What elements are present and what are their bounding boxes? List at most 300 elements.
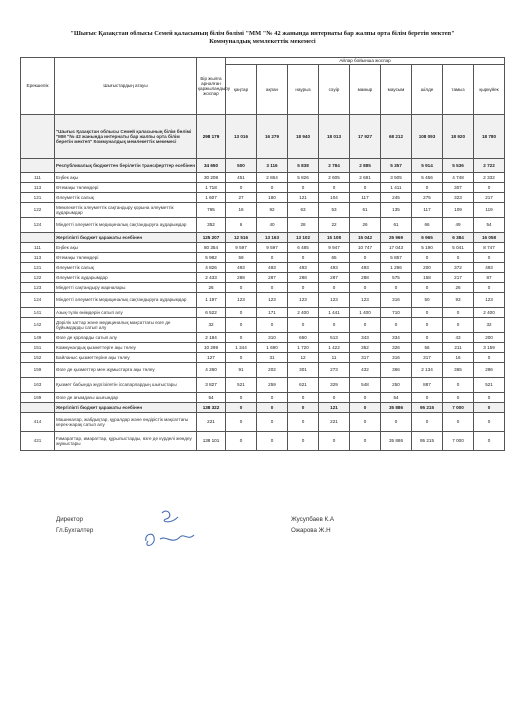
row-month-value: 54	[474, 218, 505, 233]
row-month-value: 16	[226, 203, 257, 218]
row-month-value: 273	[319, 363, 350, 378]
row-name: Азық-түлік өнімдерін сатып алу	[55, 308, 197, 318]
row-code: 421	[21, 432, 55, 451]
table-row	[21, 308, 505, 318]
row-total: 26	[197, 283, 226, 293]
row-month-value: 0	[381, 413, 412, 432]
row-code: 142	[21, 318, 55, 333]
row-name: Еңбек ақы	[55, 173, 197, 183]
row-name: "Шығыс Қазақстан облысы Семей қаласының білім бөлімі "ММ "№ 42 жанында интернаты бар жалпы орта білім беретін мектеп" Коммуналдық мемлекеттік мекемесі	[55, 115, 197, 159]
row-month-value: 16	[443, 353, 474, 363]
row-month-value: 93	[443, 293, 474, 308]
row-month-value: 0	[257, 393, 288, 403]
header-month: мамыр	[350, 65, 381, 115]
row-month-value: 275	[412, 193, 443, 203]
row-month-value: 0	[412, 318, 443, 333]
row-month-value: 17 043	[381, 243, 412, 253]
row-month-value: 200	[474, 333, 505, 343]
row-month-value: 18 780	[474, 115, 505, 159]
row-month-value: 50	[412, 293, 443, 308]
financing-plan-table	[20, 57, 505, 451]
row-month-value: 0	[412, 333, 443, 343]
row-month-value: 250	[381, 378, 412, 393]
row-month-value: 16 279	[257, 115, 288, 159]
row-month-value: 5 826	[288, 173, 319, 183]
row-month-value: 17 927	[350, 115, 381, 159]
row-month-value: 121	[288, 193, 319, 203]
row-total: 2 184	[197, 333, 226, 343]
row-month-value: 493	[288, 263, 319, 273]
table-row	[21, 283, 505, 293]
row-month-value: 0	[443, 253, 474, 263]
row-month-value: 121	[319, 403, 350, 413]
row-code: 169	[21, 393, 55, 403]
row-month-value: 117	[350, 193, 381, 203]
header-code: Ерекшелік	[21, 58, 55, 115]
table-row	[21, 273, 505, 283]
row-total: 4 260	[197, 363, 226, 378]
table-row	[21, 413, 505, 432]
row-month-value: 301	[288, 363, 319, 378]
row-month-value: 221	[319, 413, 350, 432]
row-month-value: 0	[257, 253, 288, 263]
row-month-value: 0	[319, 318, 350, 333]
header-month: қаңтар	[226, 65, 257, 115]
row-name: Коммуналдық қызметтерге ақы төлеу	[55, 343, 197, 353]
row-month-value: 56	[412, 343, 443, 353]
row-month-value: 0	[350, 318, 381, 333]
row-total: 352	[197, 218, 226, 233]
row-month-value: 6 485	[288, 243, 319, 253]
row-total: 34 650	[197, 159, 226, 173]
row-month-value: 117	[412, 203, 443, 218]
row-month-value: 26 969	[381, 233, 412, 243]
header-month: ақпан	[257, 65, 288, 115]
header-month: сәуір	[319, 65, 350, 115]
row-month-value: 0	[226, 283, 257, 293]
row-total: 138 322	[197, 403, 226, 413]
row-month-value: 0	[288, 432, 319, 451]
row-month-value: 13 102	[288, 233, 319, 243]
row-month-value: 91	[226, 363, 257, 378]
row-month-value: 259	[257, 378, 288, 393]
row-month-value: 0	[474, 403, 505, 413]
row-month-value: 0	[226, 432, 257, 451]
row-month-value: 40	[257, 218, 288, 233]
row-month-value: 0	[474, 413, 505, 432]
row-month-value: 650	[288, 333, 319, 343]
row-month-value: 451	[226, 173, 257, 183]
row-month-value: 0	[474, 393, 505, 403]
row-month-value: 575	[381, 273, 412, 283]
row-month-value: 366	[381, 363, 412, 378]
row-month-value: 211	[443, 343, 474, 353]
row-month-value: 317	[350, 353, 381, 363]
row-month-value: 432	[350, 363, 381, 378]
row-month-value: 316	[381, 293, 412, 308]
row-code: 123	[21, 283, 55, 293]
row-name: Әлеуметтік аударымдар	[55, 273, 197, 283]
row-month-value: 0	[412, 393, 443, 403]
row-month-value: 5 041	[443, 243, 474, 253]
row-month-value: 0	[350, 283, 381, 293]
row-month-value: 180	[257, 193, 288, 203]
row-month-value: 8 747	[474, 243, 505, 253]
row-code: 414	[21, 413, 55, 432]
row-month-value: 5 838	[288, 159, 319, 173]
row-month-value: 18 920	[443, 115, 474, 159]
row-month-value: 352	[350, 343, 381, 353]
row-total: 80 354	[197, 243, 226, 253]
row-month-value: 0	[288, 253, 319, 263]
row-code: 159	[21, 363, 55, 378]
table-row	[21, 333, 505, 343]
row-month-value: 0	[350, 253, 381, 263]
row-month-value: 0	[257, 283, 288, 293]
row-month-value: 288	[288, 273, 319, 283]
row-month-value: 493	[474, 263, 505, 273]
table-row	[21, 183, 505, 193]
row-month-value: 26	[443, 283, 474, 293]
row-total: 4 826	[197, 263, 226, 273]
row-month-value: 0	[350, 432, 381, 451]
row-month-value: 326	[381, 343, 412, 353]
row-month-value: 43	[443, 333, 474, 343]
director-name: Жусупбаев К.А	[291, 516, 334, 523]
table-row	[21, 233, 505, 243]
row-month-value: 61	[350, 203, 381, 218]
row-month-value: 521	[226, 378, 257, 393]
header-month: маусым	[381, 65, 412, 115]
row-month-value: 6 384	[443, 233, 474, 243]
row-month-value: 119	[474, 203, 505, 218]
table-row	[21, 173, 505, 183]
row-total: 10 299	[197, 343, 226, 353]
row-code: 121	[21, 193, 55, 203]
row-month-value: 0	[350, 393, 381, 403]
row-code: 151	[21, 343, 55, 353]
row-month-value: 63	[288, 203, 319, 218]
row-month-value: 0	[226, 353, 257, 363]
row-month-value: 1 422	[319, 343, 350, 353]
row-month-value: 3 159	[474, 343, 505, 353]
row-name: Республикалық бюджеттен берілетін трансферттер есебінен	[55, 159, 197, 173]
row-month-value: 0	[288, 413, 319, 432]
row-total: 765	[197, 203, 226, 218]
row-code	[21, 403, 55, 413]
row-month-value: 15 108	[319, 233, 350, 243]
row-total: 32	[197, 318, 226, 333]
row-month-value: 0	[443, 393, 474, 403]
row-month-value: 18 013	[319, 115, 350, 159]
row-month-value: 0	[350, 403, 381, 413]
table-row	[21, 363, 505, 378]
row-month-value: 5 456	[412, 173, 443, 183]
row-month-value: 200	[412, 263, 443, 273]
row-month-value: 245	[381, 193, 412, 203]
row-month-value: 12	[288, 353, 319, 363]
table-row	[21, 378, 505, 393]
row-month-value: 22	[319, 218, 350, 233]
row-month-value: 0	[288, 403, 319, 413]
row-name: Қызмет бабында жүргізілетін іссапарлардың шығыстары	[55, 378, 197, 393]
row-total: 221	[197, 413, 226, 432]
row-month-value: 493	[350, 263, 381, 273]
row-total: 1 607	[197, 193, 226, 203]
row-total: 298 179	[197, 115, 226, 159]
row-month-value: 307	[443, 183, 474, 193]
row-month-value: 0	[257, 432, 288, 451]
row-month-value: 6 965	[412, 233, 443, 243]
row-month-value: 32	[474, 318, 505, 333]
row-month-value: 65	[319, 253, 350, 263]
row-name: Жергілікті бюджет қаражаты есебінен	[55, 403, 197, 413]
table-row	[21, 115, 505, 159]
row-total: 6 522	[197, 308, 226, 318]
row-month-value: 500	[226, 159, 257, 173]
director-label: Директор	[56, 516, 83, 523]
row-month-value: 2 864	[257, 173, 288, 183]
row-month-value: 0	[443, 378, 474, 393]
row-month-value: 123	[474, 293, 505, 308]
row-month-value: 5 536	[443, 159, 474, 173]
row-month-value: 343	[350, 333, 381, 343]
row-month-value: 329	[319, 378, 350, 393]
row-code: 113	[21, 183, 55, 193]
row-name: Өзге де қорларды сатып алу	[55, 333, 197, 343]
row-month-value: 0	[474, 353, 505, 363]
row-name: Ғимараттар, имараттар, құрылыстарды, өзге де күрделі жөндеу жұмыстары	[55, 432, 197, 451]
row-name: Өзге де қызметтер мен жұмыстарға ақы төлеу	[55, 363, 197, 378]
row-month-value: 158	[412, 273, 443, 283]
row-name: Өтемақы төлемдері	[55, 183, 197, 193]
row-name: Мемлекеттік әлеуметтік сақтандыру қорына әлеуметтік аударымдар	[55, 203, 197, 218]
row-month-value: 2 134	[412, 363, 443, 378]
row-month-value: 288	[226, 273, 257, 283]
header-name: Шығыстардың атауы	[55, 58, 197, 115]
row-month-value: 135	[381, 203, 412, 218]
table-row	[21, 353, 505, 363]
row-month-value: 95 215	[412, 403, 443, 413]
accountant-name: Ожарова Ж.Н	[291, 527, 331, 534]
row-total: 127	[197, 353, 226, 363]
row-month-value: 0	[412, 308, 443, 318]
table-row	[21, 293, 505, 308]
row-month-value: 0	[226, 413, 257, 432]
row-month-value: 0	[257, 413, 288, 432]
row-total: 54	[197, 393, 226, 403]
row-month-value: 1 296	[381, 263, 412, 273]
row-month-value: 2 885	[350, 159, 381, 173]
row-month-value: 26	[350, 218, 381, 233]
header-month: қыркүйек	[474, 65, 505, 115]
row-month-value: 35 886	[381, 432, 412, 451]
row-month-value: 27	[226, 193, 257, 203]
row-month-value: 9 597	[257, 243, 288, 253]
row-month-value: 2 400	[474, 308, 505, 318]
row-name: Міндетті әлеуметтік медициналық сақтандыруға аударымдар	[55, 293, 197, 308]
row-code: 124	[21, 218, 55, 233]
signature-marks	[140, 505, 200, 555]
row-code	[21, 233, 55, 243]
row-month-value: 0	[381, 283, 412, 293]
row-month-value: 0	[350, 183, 381, 193]
accountant-signature	[146, 534, 194, 545]
row-month-value: 5 857	[381, 253, 412, 263]
row-month-value: 0	[474, 432, 505, 451]
row-name: Міндетті әлеуметтік медициналық сақтандыруға аударымдар	[55, 218, 197, 233]
row-month-value: 92	[257, 203, 288, 218]
row-month-value: 123	[257, 293, 288, 308]
row-month-value: 493	[257, 263, 288, 273]
row-month-value: 4 748	[443, 173, 474, 183]
table-row	[21, 193, 505, 203]
row-month-value: 53	[319, 203, 350, 218]
row-month-value: 0	[474, 183, 505, 193]
row-month-value: 12 516	[226, 233, 257, 243]
row-code: 149	[21, 333, 55, 343]
row-total: 3 827	[197, 378, 226, 393]
accountant-label: Гл.Бухгалтер	[56, 527, 94, 534]
row-month-value: 493	[319, 263, 350, 273]
row-month-value: 109	[443, 203, 474, 218]
row-month-value: 0	[350, 413, 381, 432]
row-month-value: 0	[412, 413, 443, 432]
row-month-value: 0	[474, 253, 505, 263]
row-month-value: 2 332	[474, 173, 505, 183]
row-month-value: 3 505	[381, 173, 412, 183]
row-month-value: 0	[412, 253, 443, 263]
row-code: 121	[21, 263, 55, 273]
row-month-value: 0	[257, 183, 288, 193]
row-month-value: 0	[319, 283, 350, 293]
row-code: 141	[21, 308, 55, 318]
row-month-value: 123	[288, 293, 319, 308]
row-name: Дәрілік заттар және медициналық мақсаттағы өзге де бұйымдарды сатып алу	[55, 318, 197, 333]
row-month-value: 66	[412, 218, 443, 233]
table-row	[21, 393, 505, 403]
row-month-value: 9 597	[226, 243, 257, 253]
row-month-value: 1 400	[350, 308, 381, 318]
row-code: 111	[21, 173, 55, 183]
row-month-value: 0	[288, 393, 319, 403]
row-month-value: 0	[226, 393, 257, 403]
table-row	[21, 253, 505, 263]
row-month-value: 0	[474, 283, 505, 293]
table-row	[21, 403, 505, 413]
row-month-value: 0	[226, 308, 257, 318]
row-month-value: 13 163	[257, 233, 288, 243]
row-month-value: 1 690	[257, 343, 288, 353]
row-month-value: 287	[257, 273, 288, 283]
row-month-value: 365	[443, 363, 474, 378]
row-month-value: 61	[381, 218, 412, 233]
row-month-value: 2 605	[319, 173, 350, 183]
row-month-value: 0	[319, 393, 350, 403]
row-month-value: 87	[474, 273, 505, 283]
row-month-value: 6	[226, 218, 257, 233]
row-month-value: 0	[443, 413, 474, 432]
header-month: шілде	[412, 65, 443, 115]
row-month-value: 217	[443, 273, 474, 283]
row-month-value: 0	[257, 318, 288, 333]
row-month-value: 493	[226, 263, 257, 273]
row-code	[21, 115, 55, 159]
row-month-value: 521	[474, 378, 505, 393]
header-month: тамыз	[443, 65, 474, 115]
row-total: 1 718	[197, 183, 226, 193]
row-month-value: 95 215	[412, 432, 443, 451]
director-signature	[162, 511, 178, 522]
row-month-value: 15 042	[350, 233, 381, 243]
row-total: 125 207	[197, 233, 226, 243]
table-row	[21, 203, 505, 218]
row-code: 122	[21, 203, 55, 218]
row-code: 124	[21, 293, 55, 308]
row-month-value: 104	[319, 193, 350, 203]
row-month-value: 11	[319, 353, 350, 363]
row-code: 163	[21, 378, 55, 393]
row-month-value: 16 058	[474, 233, 505, 243]
row-code: 111	[21, 243, 55, 253]
row-month-value: 513	[319, 333, 350, 343]
document-title	[20, 30, 505, 46]
row-name: Өтемақы төлемдері	[55, 253, 197, 263]
row-name: Өзге де ағымдағы шығындар	[55, 393, 197, 403]
row-month-value: 0	[412, 283, 443, 293]
row-month-value: 0	[443, 308, 474, 318]
row-month-value: 310	[257, 333, 288, 343]
row-month-value: 54	[381, 393, 412, 403]
row-month-value: 217	[474, 193, 505, 203]
row-month-value: 28	[288, 218, 319, 233]
table-row	[21, 263, 505, 273]
row-code: 122	[21, 273, 55, 283]
title-line-2: Коммуналдық мемлекеттік мекемесі	[209, 38, 316, 45]
row-month-value: 1 441	[319, 308, 350, 318]
row-month-value: 35 886	[381, 403, 412, 413]
row-total: 138 101	[197, 432, 226, 451]
row-month-value: 7 000	[443, 403, 474, 413]
row-name: Еңбек ақы	[55, 243, 197, 253]
row-month-value: 621	[288, 378, 319, 393]
table-row	[21, 218, 505, 233]
row-total: 1 197	[197, 293, 226, 308]
row-code: 113	[21, 253, 55, 263]
row-name: Машиналар, жабдықтар, құралдар және өндірістік мақсаттағы керек-жарақ сатып алу	[55, 413, 197, 432]
row-month-value: 7 000	[443, 432, 474, 451]
row-month-value: 0	[288, 318, 319, 333]
row-month-value: 5 357	[381, 159, 412, 173]
row-month-value: 2 784	[319, 159, 350, 173]
row-month-value: 887	[412, 378, 443, 393]
row-month-value: 316	[381, 353, 412, 363]
row-month-value: 2 400	[288, 308, 319, 318]
row-name: Жергілікті бюджет қаражаты есебінен	[55, 233, 197, 243]
row-month-value: 288	[350, 273, 381, 283]
row-month-value: 0	[319, 432, 350, 451]
table-row	[21, 343, 505, 353]
row-month-value: 0	[288, 283, 319, 293]
row-total: 30 208	[197, 173, 226, 183]
table-body	[21, 115, 505, 451]
table-row	[21, 432, 505, 451]
table-row	[21, 159, 505, 173]
row-month-value: 2 681	[350, 173, 381, 183]
row-month-value: 202	[257, 363, 288, 378]
row-month-value: 123	[350, 293, 381, 308]
row-month-value: 123	[319, 293, 350, 308]
